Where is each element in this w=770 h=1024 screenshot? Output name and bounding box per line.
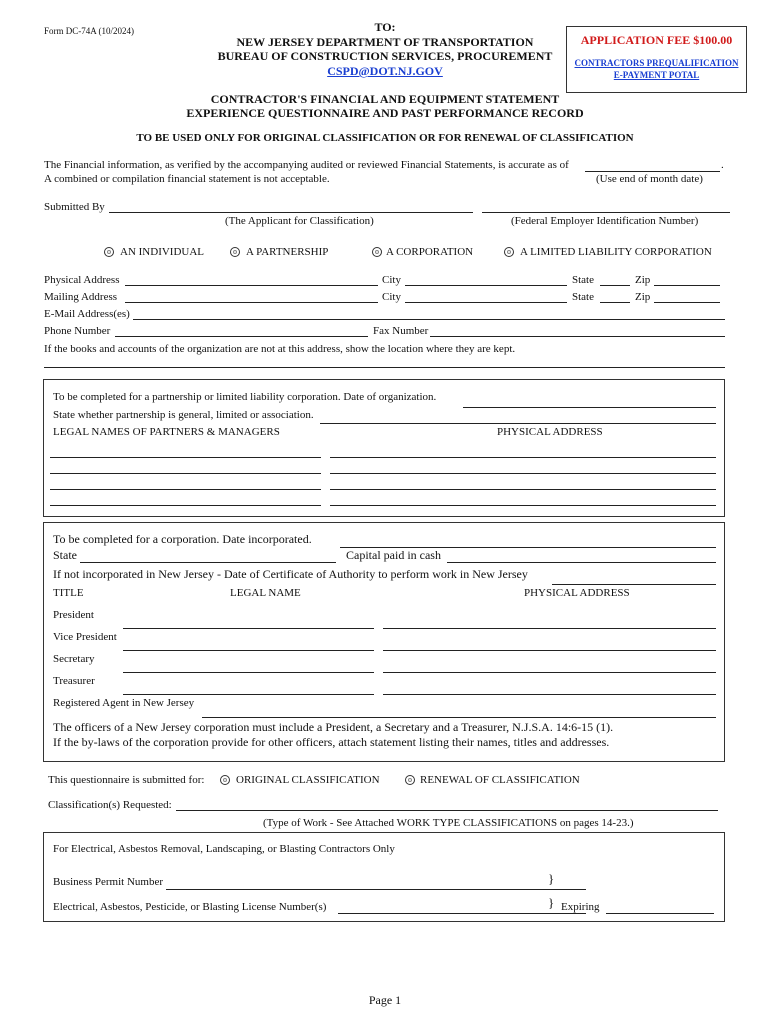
president-name-field[interactable]	[123, 628, 374, 629]
permit-brace: }	[548, 871, 555, 886]
officer-title-header: TITLE	[53, 587, 84, 599]
special-contractors-section	[43, 832, 725, 922]
as-of-date-field[interactable]	[585, 171, 720, 172]
officers-note: The officers of a New Jersey corporation must include a President, a Secretary and a Treasurer, N.J.S.A. 14:6-15 (1).	[53, 720, 614, 734]
financial-statement: The Financial information, as verified by the accompanying audited or reviewed Financial Statements, is accurate as of	[44, 159, 569, 171]
officer-name-header: LEGAL NAME	[230, 587, 301, 599]
to-label: TO:	[374, 20, 396, 34]
mailing-zip-label: Zip	[635, 291, 651, 303]
partner-address-field[interactable]	[330, 473, 716, 474]
fax-label: Fax Number	[373, 325, 429, 337]
treasurer-label: Treasurer	[53, 675, 95, 687]
partner-address-field[interactable]	[330, 505, 716, 506]
title-line2: EXPERIENCE QUESTIONNAIRE AND PAST PERFORMANCE RECORD	[186, 106, 584, 120]
capital-field[interactable]	[447, 562, 716, 563]
license-field[interactable]	[338, 913, 586, 914]
phone-label: Phone Number	[44, 325, 111, 337]
treasurer-name-field[interactable]	[123, 694, 374, 695]
fein-hint: (Federal Employer Identification Number)	[511, 215, 699, 227]
form-id: Form DC-74A (10/2024)	[44, 26, 134, 36]
vice-president-name-field[interactable]	[123, 650, 374, 651]
corp-state-field[interactable]	[80, 562, 336, 563]
phone-field[interactable]	[115, 336, 368, 337]
partnership-type-question: State whether partnership is general, limited or association.	[53, 409, 314, 421]
partnership-intro: To be completed for a partnership or limited liability corporation. Date of organization.	[53, 391, 437, 403]
email-link[interactable]: CSPD@DOT.NJ.GOV	[327, 64, 443, 78]
physical-city-label: City	[382, 274, 401, 286]
partners-column-header: LEGAL NAMES OF PARTNERS & MANAGERS	[53, 426, 280, 438]
page-number: Page 1	[368, 993, 402, 1007]
capital-label: Capital paid in cash	[346, 548, 441, 562]
partnership-type-field[interactable]	[320, 423, 716, 424]
applicant-hint: (The Applicant for Classification)	[225, 215, 374, 227]
bylaws-note: If the by-laws of the corporation provide for other officers, attach statement listing their names, titles and addresses.	[53, 735, 610, 749]
submitted-for-label: This questionnaire is submitted for:	[48, 774, 205, 786]
submitted-by-label: Submitted By	[44, 201, 105, 213]
partner-name-field[interactable]	[50, 473, 321, 474]
classifications-label: Classification(s) Requested:	[48, 799, 172, 811]
partner-address-field[interactable]	[330, 457, 716, 458]
usage-note: TO BE USED ONLY FOR ORIGINAL CLASSIFICATION OR FOR RENEWAL OF CLASSIFICATION	[136, 132, 634, 144]
books-location-label: If the books and accounts of the organization are not at this address, show the location where they are kept.	[44, 343, 516, 355]
partner-name-field[interactable]	[50, 505, 321, 506]
books-location-field[interactable]	[44, 367, 725, 368]
physical-state-field[interactable]	[600, 285, 630, 286]
physical-address-label: Physical Address	[44, 274, 120, 286]
treasurer-address-field[interactable]	[383, 694, 716, 695]
mailing-city-field[interactable]	[405, 302, 567, 303]
partner-name-field[interactable]	[50, 489, 321, 490]
mailing-state-label: State	[572, 291, 594, 303]
mailing-address-field[interactable]	[125, 302, 378, 303]
partnership-label: A PARTNERSHIP	[246, 246, 329, 258]
original-classification-label: ORIGINAL CLASSIFICATION	[236, 774, 380, 786]
registered-agent-label: Registered Agent in New Jersey	[53, 697, 195, 709]
corporation-radio[interactable]	[372, 247, 382, 257]
corporation-intro: To be completed for a corporation. Date incorporated.	[53, 532, 312, 546]
organization-date-field[interactable]	[463, 407, 716, 408]
individual-radio[interactable]	[104, 247, 114, 257]
partnership-radio[interactable]	[230, 247, 240, 257]
secretary-address-field[interactable]	[383, 672, 716, 673]
renewal-classification-label: RENEWAL OF CLASSIFICATION	[420, 774, 580, 786]
license-brace: }	[548, 895, 555, 910]
mailing-city-label: City	[382, 291, 401, 303]
physical-address-field[interactable]	[125, 285, 378, 286]
epayment-link[interactable]: E-PAYMENT POTAL	[613, 70, 700, 80]
fein-field[interactable]	[482, 212, 730, 213]
email-address-label: E-Mail Address(es)	[44, 308, 130, 320]
renewal-classification-radio[interactable]	[405, 775, 415, 785]
registered-agent-field[interactable]	[202, 717, 716, 718]
corporation-section	[43, 522, 725, 762]
expiring-label: Expiring	[561, 901, 600, 913]
physical-zip-label: Zip	[635, 274, 651, 286]
applicant-field[interactable]	[109, 212, 473, 213]
officer-address-header: PHYSICAL ADDRESS	[524, 587, 630, 599]
classifications-field[interactable]	[176, 810, 718, 811]
mailing-address-label: Mailing Address	[44, 291, 118, 303]
work-type-hint: (Type of Work - See Attached WORK TYPE CLASSIFICATIONS on pages 14-23.)	[263, 817, 634, 829]
llc-radio[interactable]	[504, 247, 514, 257]
president-address-field[interactable]	[383, 628, 716, 629]
title-line1: CONTRACTOR'S FINANCIAL AND EQUIPMENT STATEMENT	[210, 92, 560, 106]
date-hint: (Use end of month date)	[596, 173, 703, 185]
to-line1: NEW JERSEY DEPARTMENT OF TRANSPORTATION	[236, 35, 534, 49]
email-address-field[interactable]	[133, 319, 725, 320]
physical-zip-field[interactable]	[654, 285, 720, 286]
partner-name-field[interactable]	[50, 457, 321, 458]
authority-label: If not incorporated in New Jersey - Date of Certificate of Authority to perform work in New Jersey	[53, 567, 528, 581]
fee-box	[566, 26, 747, 93]
authority-date-field[interactable]	[552, 584, 716, 585]
president-label: President	[53, 609, 94, 621]
special-contractors-intro: For Electrical, Asbestos Removal, Landscaping, or Blasting Contractors Only	[53, 843, 395, 855]
llc-label: A LIMITED LIABILITY CORPORATION	[520, 246, 712, 258]
mailing-state-field[interactable]	[600, 302, 630, 303]
vice-president-label: Vice President	[53, 631, 117, 643]
secretary-name-field[interactable]	[123, 672, 374, 673]
secretary-label: Secretary	[53, 653, 95, 665]
corp-state-label: State	[53, 548, 77, 562]
original-classification-radio[interactable]	[220, 775, 230, 785]
business-permit-field[interactable]	[166, 889, 586, 890]
partners-address-header: PHYSICAL ADDRESS	[497, 426, 603, 438]
to-line2: BUREAU OF CONSTRUCTION SERVICES, PROCUREMENT	[217, 49, 553, 63]
fax-field[interactable]	[430, 336, 725, 337]
prequalification-link[interactable]: CONTRACTORS PREQUALIFICATION	[574, 58, 739, 68]
partnership-section	[43, 379, 725, 517]
partner-address-field[interactable]	[330, 489, 716, 490]
license-label: Electrical, Asbestos, Pesticide, or Blasting License Number(s)	[53, 901, 327, 913]
vice-president-address-field[interactable]	[383, 650, 716, 651]
physical-state-label: State	[572, 274, 594, 286]
mailing-zip-field[interactable]	[654, 302, 720, 303]
physical-city-field[interactable]	[405, 285, 567, 286]
corporation-label: A CORPORATION	[386, 246, 474, 258]
expiring-field[interactable]	[606, 913, 714, 914]
application-fee: APPLICATION FEE $100.00	[580, 33, 733, 47]
business-permit-label: Business Permit Number	[53, 876, 163, 888]
individual-label: AN INDIVIDUAL	[120, 246, 205, 258]
financial-note: A combined or compilation financial statement is not acceptable.	[44, 173, 330, 185]
